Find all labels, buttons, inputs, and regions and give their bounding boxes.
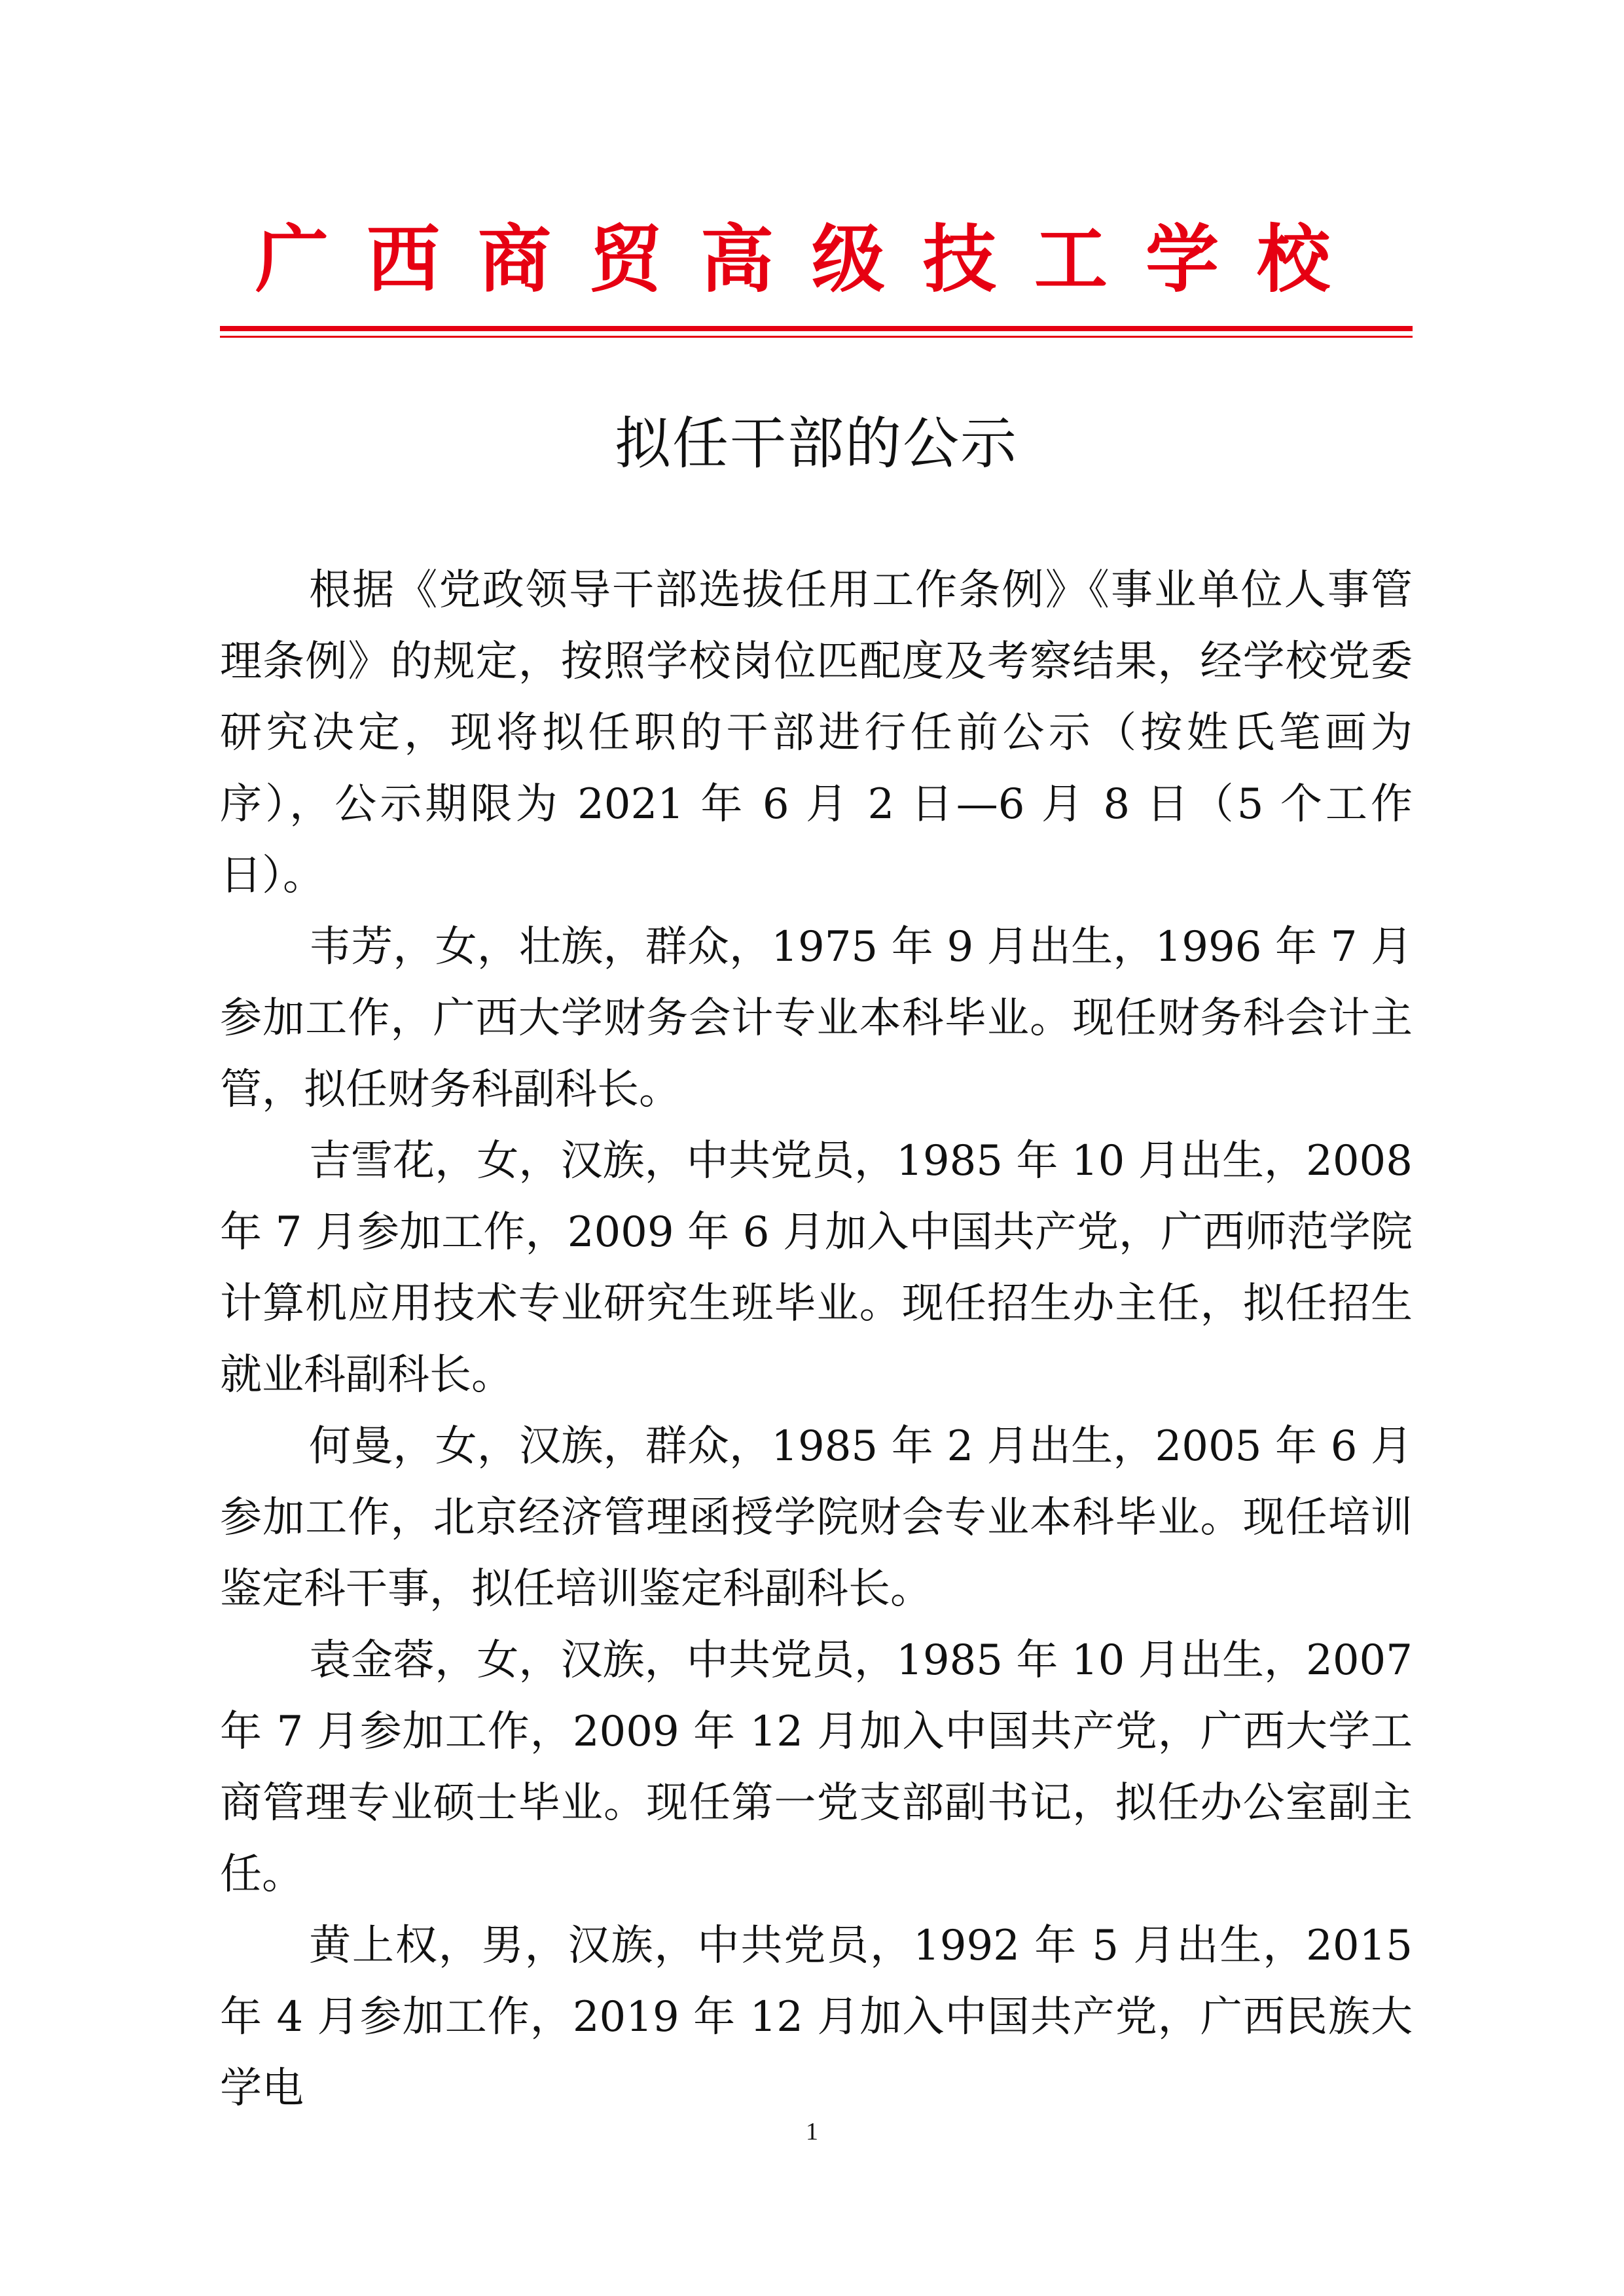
paragraph-candidate: 吉雪花，女，汉族，中共党员，1985 年 10 月出生，2008 年 7 月参加工作，2009 年 6 月加入中国共产党，广西师范学院计算机应用技术专业研究生班毕业。现任招生办主任，拟任招生就业科副科长。 [220, 1137, 1413, 1399]
document-title: 拟任干部的公示 [615, 411, 1018, 476]
paragraph-candidate: 袁金蓉，女，汉族，中共党员，1985 年 10 月出生，2007 年 7 月参加工作，2009 年 12 月加入中国共产党，广西大学工商管理专业硕士毕业。现任第一党支部副书记，拟任办公室副主任。 [220, 1636, 1413, 1899]
school-masthead: 广西商贸高级技工学校 [255, 217, 1368, 302]
paragraph-candidate: 韦芳，女，壮族，群众，1975 年 9 月出生，1996 年 7 月参加工作，广西大学财务会计专业本科毕业。现任财务科会计主管，拟任财务科副科长。 [220, 923, 1413, 1114]
paragraph-intro: 根据《党政领导干部选拔任用工作条例》《事业单位人事管理条例》的规定，按照学校岗位匹配度及考察结果，经学校党委研究决定，现将拟任职的干部进行任前公示（按姓氏笔画为序），公示期限为 2021 年 6 月 2 日—6 月 8 日（5 个工作日）。 [220, 566, 1413, 900]
page-number: 1 [806, 2118, 818, 2145]
rule-thin-line [220, 336, 1413, 338]
document-body [220, 555, 1413, 2125]
red-header-rule [220, 326, 1413, 338]
paragraph-candidate: 黄上权，男，汉族，中共党员，1992 年 5 月出生，2015 年 4 月参加工作，2019 年 12 月加入中国共产党，广西民族大学电 [220, 1922, 1413, 2113]
rule-thick-line [220, 326, 1413, 331]
paragraph-candidate: 何曼，女，汉族，群众，1985 年 2 月出生，2005 年 6 月参加工作，北京经济管理函授学院财会专业本科毕业。现任培训鉴定科干事，拟任培训鉴定科副科长。 [220, 1422, 1413, 1613]
